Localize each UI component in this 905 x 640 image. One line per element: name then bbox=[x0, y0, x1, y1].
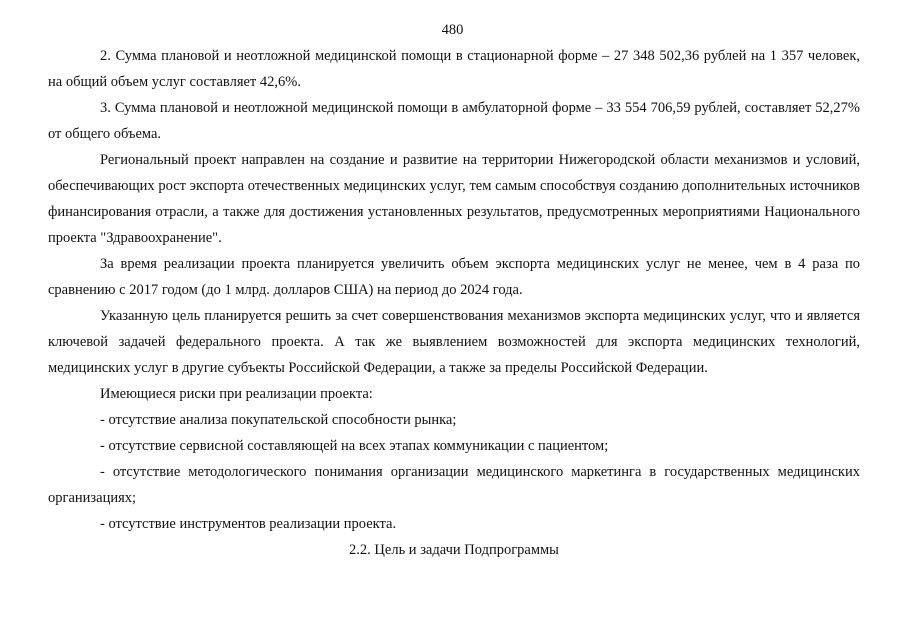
list-item-risk-4: - отсутствие инструментов реализации проекта. bbox=[100, 516, 397, 532]
section-heading: 2.2. Цель и задачи Подпрограммы bbox=[349, 542, 559, 558]
page-number: 480 bbox=[441, 22, 464, 38]
paragraph-goal-solution: Указанную цель планируется решить за счет совершенствования механизмов экспорта медицинских услуг, что и является ключевой задачей федерального проекта. А так же выявлением возможностей для экспорта медицинских технологий, медицинских услуг в другие субъекты Российской Федерации, а также за пределы Российской Федерации. bbox=[48, 308, 860, 376]
paragraph-export-goal: За время реализации проекта планируется увеличить объем экспорта медицинских услуг не менее, чем в 4 раза по сравнению с 2017 годом (до 1 млрд. долларов США) на период до 2024 года. bbox=[48, 256, 860, 298]
paragraph-inpatient-sum: 2. Сумма плановой и неотложной медицинской помощи в стационарной форме – 27 348 502,36 рублей на 1 357 человек, на общий объем услуг составляет 42,6%. bbox=[48, 48, 860, 90]
paragraph-outpatient-sum: 3. Сумма плановой и неотложной медицинской помощи в амбулаторной форме – 33 554 706,59 рублей, составляет 52,27% от общего объема. bbox=[48, 100, 860, 142]
document-body bbox=[48, 43, 860, 563]
list-item-risk-1: - отсутствие анализа покупательской способности рынка; bbox=[100, 412, 457, 428]
list-item-risk-2: - отсутствие сервисной составляющей на всех этапах коммуникации с пациентом; bbox=[100, 438, 609, 454]
list-item-risk-3: - отсутствие методологического понимания организации медицинского маркетинга в государственных медицинских организациях; bbox=[48, 464, 860, 506]
paragraph-regional-project: Региональный проект направлен на создание и развитие на территории Нижегородской области механизмов и условий, обеспечивающих рост экспорта отечественных медицинских услуг, тем самым способствуя созданию дополнительных источников финансирования отрасли, а также для достижения установленных результатов, предусмотренных мероприятиями Национального проекта "Здравоохранение". bbox=[48, 152, 860, 246]
paragraph-risks-intro: Имеющиеся риски при реализации проекта: bbox=[100, 386, 373, 402]
